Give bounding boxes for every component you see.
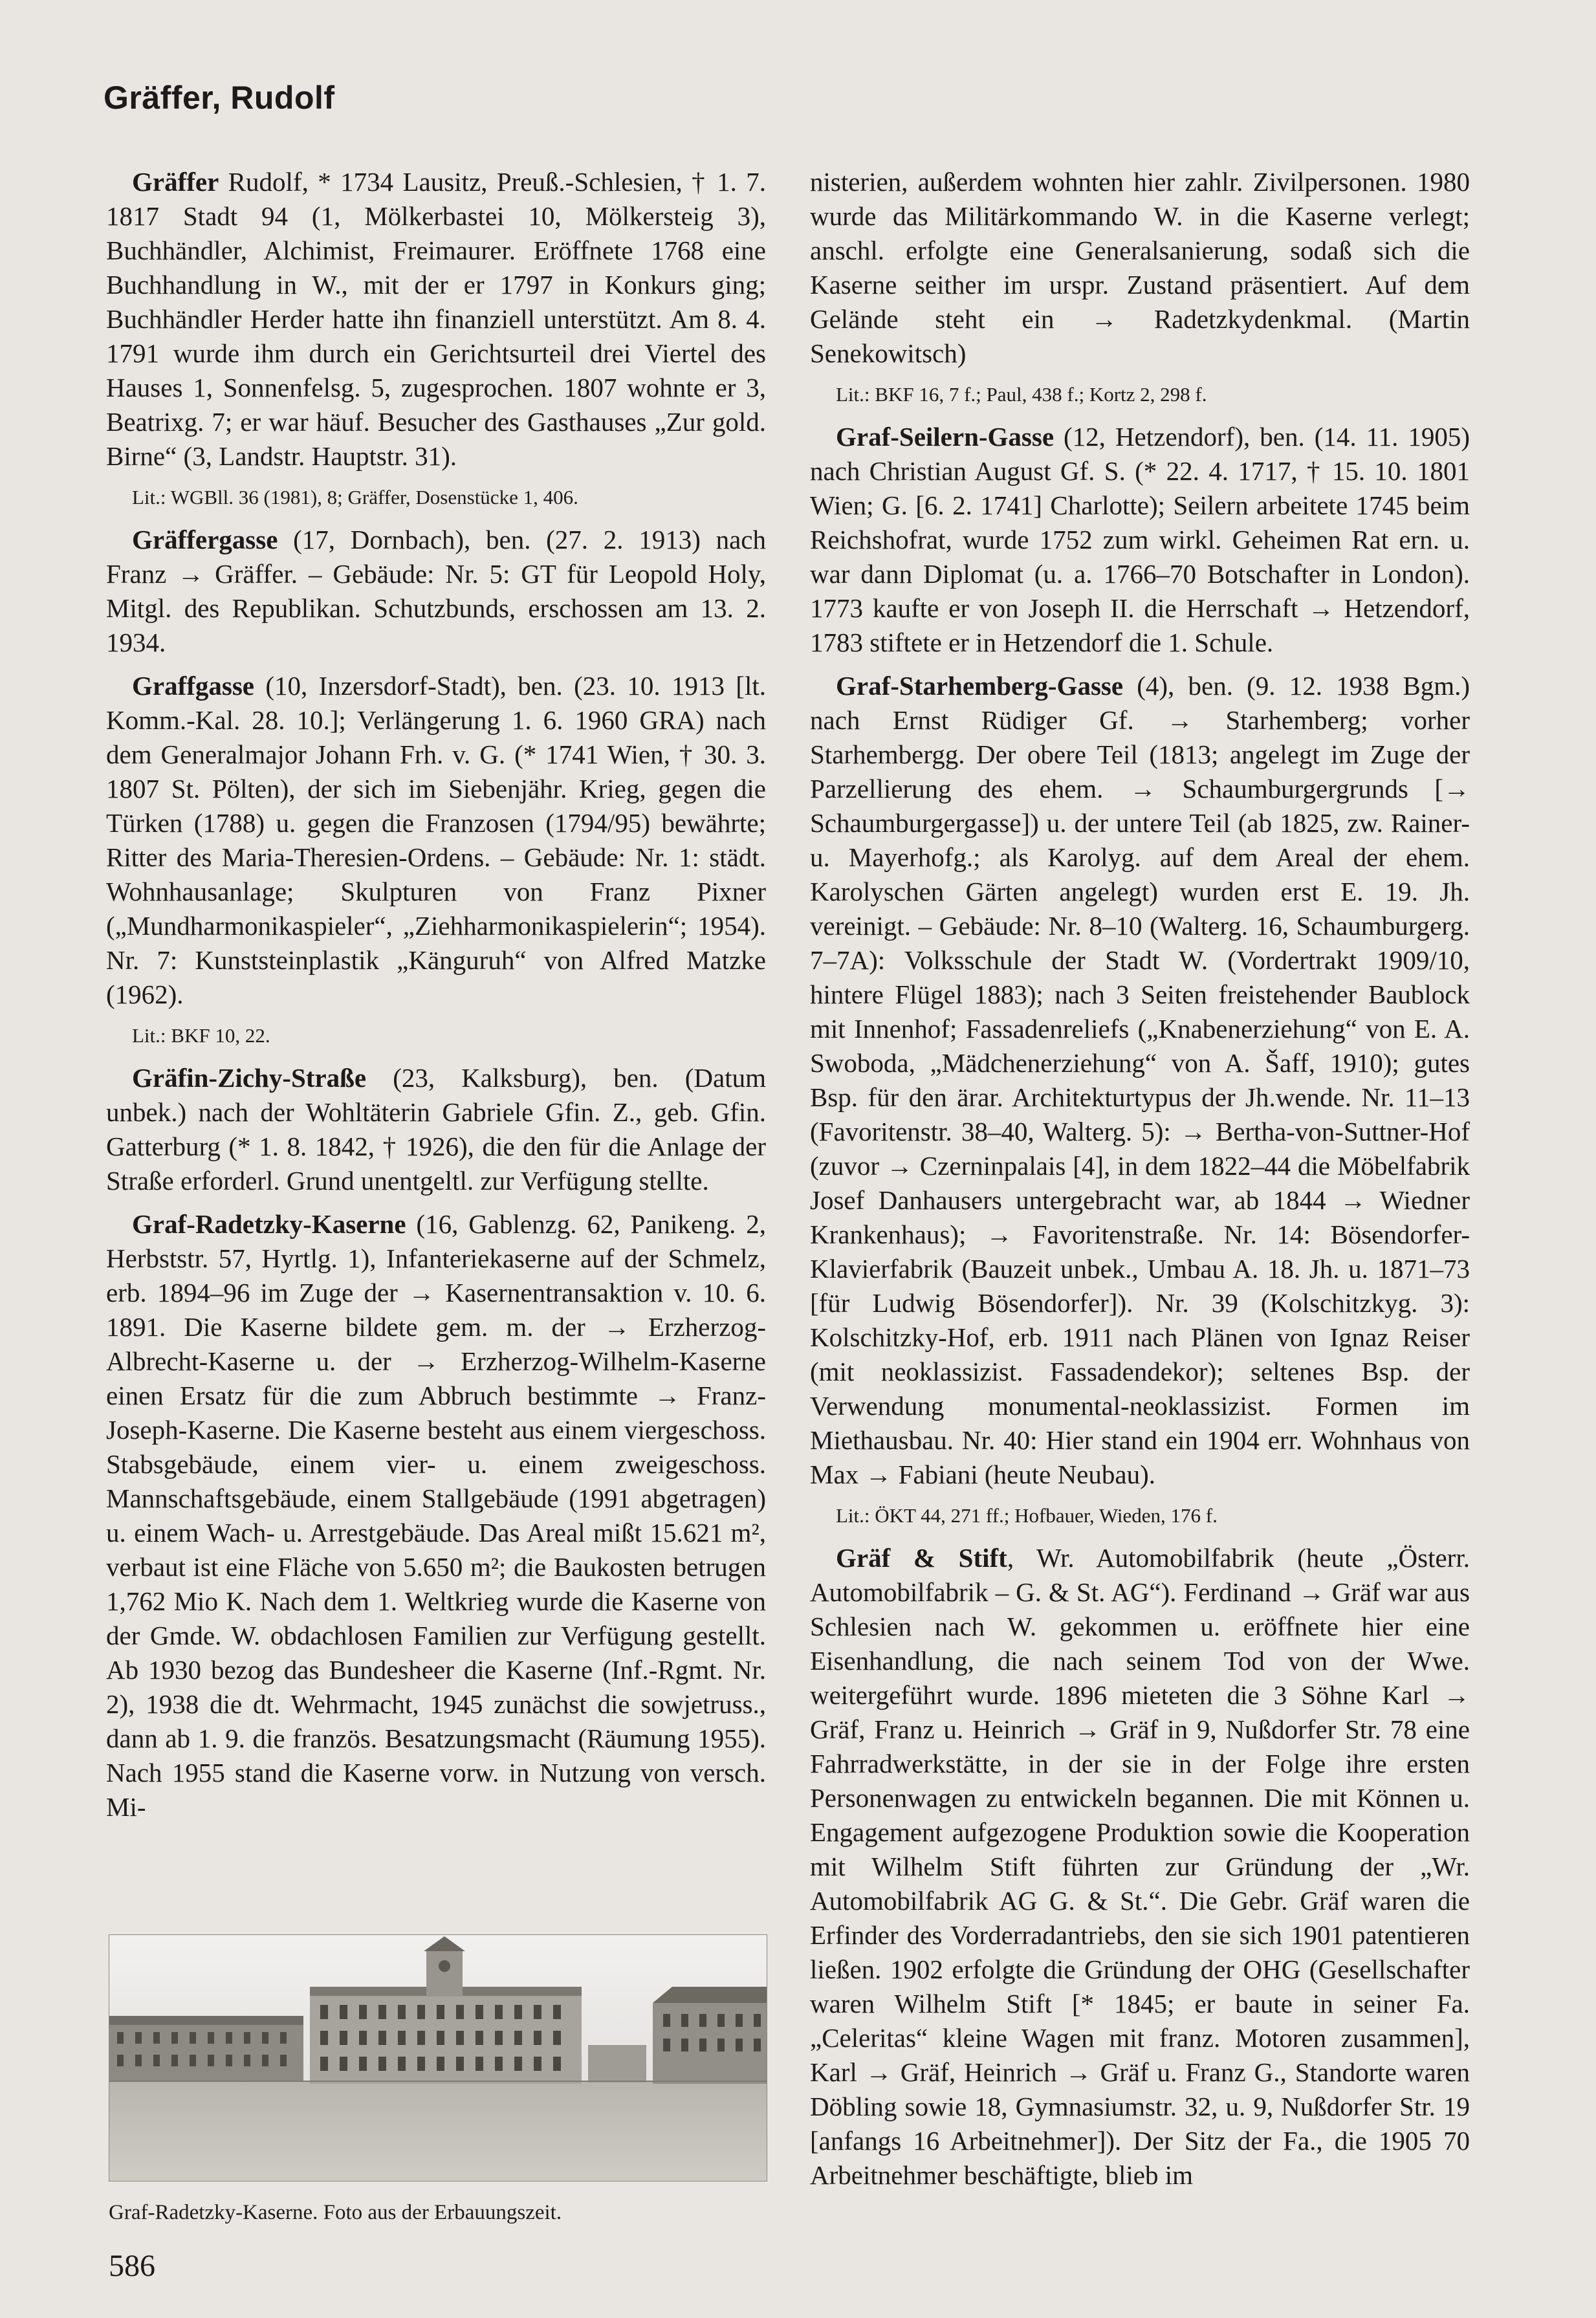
entry-text: (10, Inzersdorf-Stadt), ben. (23. 10. 1913 [lt. Komm.-Kal. 28. 10.]; Verlängerung 1. 6. 1960 GRA) nach dem Generalmajor Johann Frh. v. G. (* 1741 Wien, † 30. 3. 1807 St. Pölten), der sich im Siebenjähr. Krieg, gegen die Türken (1788) u. gegen die Franzosen (1794/95) bewährte; Ritter des Maria-Theresien-Ordens. – Gebäude: Nr. 1: städt. Wohnhausanlage; Skulpturen von Franz Pixner („Mundharmonikaspieler“, „Ziehharmonikaspielerin“; 1954). Nr. 7: Kunststeinplastik „Känguruh“ von Alfred Matzke (1962). <box>106 671 766 1009</box>
entry-text: (23, Kalksburg), ben. (Datum unbek.) nach der Wohltäterin Gabriele Gfin. Z., geb. Gfin. Gatterburg (* 1. 8. 1842, † 1926), die den für die Anlage der Straße erforderl. Grund unentgeltl. zur Verfügung stellte. <box>106 1063 766 1196</box>
literature-reference: Lit.: BKF 10, 22. <box>132 1024 270 1047</box>
running-head: Gräffer, Rudolf <box>104 80 335 116</box>
entry-lemma: Graf-Seilern-Gasse <box>836 422 1055 452</box>
entry-graf-radetzky-kaserne <box>106 1207 766 1824</box>
literature-reference: Lit.: WGBll. 36 (1981), 8; Gräffer, Dosenstücke 1, 406. <box>132 486 578 508</box>
entry-lemma: Gräffer <box>132 167 219 197</box>
entry-graf-seilern-gasse <box>810 420 1470 660</box>
entry-graefin-zichy-strasse <box>106 1061 766 1198</box>
figure <box>109 1934 766 2227</box>
entry-graeffergasse <box>106 523 766 660</box>
entry-graffgasse <box>106 669 766 1012</box>
entry-text: (4), ben. (9. 12. 1938 Bgm.) nach Ernst Rüdiger Gf. → Starhemberg; vorher Starhembergg. Der obere Teil (1813; angelegt im Zuge der Parzellierung des ehem. → Schaumburgergrunds [→ Schaumburgergasse]) u. der untere Teil (ab 1825, zw. Rainer- u. Mayerhofg.; als Karolyg. auf dem Areal der ehem. Karolyschen Gärten angelegt) wurden erst E. 19. Jh. vereinigt. – Gebäude: Nr. 8–10 (Walterg. 16, Schaumburgerg. 7–7A): Volksschule der Stadt W. (Vordertrakt 1909/10, hintere Flügel 1883); nach 3 Seiten freistehender Baublock mit Innenhof; Fassadenreliefs („Knabenerziehung“ von E. A. Swoboda, „Mädchenerziehung“ von A. Šaff, 1910); gutes Bsp. für den ärar. Architekturtypus der Jh.wende. Nr. 11–13 (Favoritenstr. 38–40, Walterg. 5): → Bertha-von-Suttner-Hof (zuvor → Czerninpalais [4], in dem 1822–44 die Möbelfabrik Josef Danhausers untergebracht war, ab 1844 → Wiedner Krankenhaus); → Favoritenstraße. Nr. 14: Bösendorfer-Klavierfabrik (Bauzeit unbek., Umbau A. 18. Jh. u. 1871–73 [für Ludwig Bösendorfer]). Nr. 39 (Kolschitzkyg. 3): Kolschitzky-Hof, erb. 1911 nach Plänen von Ignaz Reiser (mit neoklassizist. Fassadendekor); seltenes Bsp. der Verwendung monumental-neoklassizist. Formen im Miethausbau. Nr. 40: Hier stand ein 1904 err. Wohnhaus von Max → Fabiani (heute Neubau). <box>810 671 1470 1489</box>
entry-lemma: Gräf & Stift <box>836 1543 1007 1573</box>
figure-caption: Graf-Radetzky-Kaserne. Foto aus der Erbauungszeit. <box>109 2201 562 2224</box>
literature-reference: Lit.: ÖKT 44, 271 ff.; Hofbauer, Wieden, 176 f. <box>836 1504 1218 1527</box>
entry-lemma: Gräfin-Zichy-Straße <box>132 1063 367 1093</box>
entry-text: Rudolf, * 1734 Lausitz, Preuß.-Schlesien, † 1. 7. 1817 Stadt 94 (1, Mölkerbastei 10, Mölkersteig 3), Buchhändler, Alchimist, Freimaurer. Eröffnete 1768 eine Buchhandlung in W., mit der er 1797 in Konkurs ging; Buchhändler Herder hatte ihn finanziell unterstützt. Am 8. 4. 1791 wurde ihm durch ein Gerichtsurteil drei Viertel des Hauses 1, Sonnenfelsg. 5, zugesprochen. 1807 wohnte er 3, Beatrixg. 7; er war häuf. Besucher des Gasthauses „Zur gold. Birne“ (3, Landstr. Hauptstr. 31). <box>106 167 766 471</box>
right-column <box>810 165 1470 2202</box>
entry-text: (12, Hetzendorf), ben. (14. 11. 1905) nach Christian August Gf. S. (* 22. 4. 1717, † 15. 10. 1801 Wien; G. [6. 2. 1741] Charlotte); Seilern arbeitete 1745 beim Reichshofrat, wurde 1752 zum wirkl. Geheimen Rat ern. u. war dann Diplomat (u. a. 1766–70 Botschafter in London). 1773 kaufte er von Joseph II. die Herrschaft → Hetzendorf, 1783 stiftete er in Hetzendorf die 1. Schule. <box>810 422 1470 657</box>
entry-lemma: Graf-Starhemberg-Gasse <box>836 671 1124 701</box>
entry-graef-und-stift <box>810 1541 1470 2192</box>
entry-lemma: Graf-Radetzky-Kaserne <box>132 1209 406 1239</box>
entry-text: , Wr. Automobilfabrik (heute „Österr. Automobilfabrik – G. & St. AG“). Ferdinand → Gräf war aus Schlesien nach W. gekommen u. eröffnete hier eine Eisenhandlung, die nach seinem Tod von der Wwe. weitergeführt wurde. 1896 mieteten die 3 Söhne Karl → Gräf, Franz u. Heinrich → Gräf in 9, Nußdorfer Str. 78 eine Fahrradwerkstätte, in der sie in der Folge ihre ersten Personenwagen zu entwickeln begannen. Die mit Können u. Engagement aufgezogene Produktion sowie die Kooperation mit Wilhelm Stift führten zur Gründung der „Wr. Automobilfabrik AG G. & St.“. Die Gebr. Gräf waren die Erfinder des Vorderradantriebs, den sie sich 1901 patentieren ließen. 1902 erfolgte die Gründung der OHG (Gesellschafter waren Wilhelm Stift [* 1845; er baute in seiner Fa. „Celeritas“ kleine Wagen mit franz. Motoren zusammen], Karl → Gräf, Heinrich → Gräf u. Franz G., Standorte waren Döbling sowie 18, Gymnasiumstr. 32, u. 9, Nußdorfer Str. 19 [anfangs 16 Arbeitnehmer]). Der Sitz der Fa., die 1905 70 Arbeitnehmer beschäftigte, blieb im <box>810 1543 1470 2190</box>
entry-graeffer-rudolf <box>106 165 766 474</box>
entry-text: (17, Dornbach), ben. (27. 2. 1913) nach Franz → Gräffer. – Gebäude: Nr. 5: GT für Leopold Holy, Mitgl. des Republikan. Schutzbunds, erschossen am 13. 2. 1934. <box>106 525 766 657</box>
entry-text: nisterien, außerdem wohnten hier zahlr. Zivilpersonen. 1980 wurde das Militärkommando W. in die Kaserne verlegt; anschl. erfolgte eine Generalsanierung, sodaß sich die Kaserne seither im urspr. Zustand präsentiert. Auf dem Gelände steht ein → Radetzkydenkmal. (Martin Senekowitsch) <box>810 167 1470 368</box>
entry-lemma: Graffgasse <box>132 671 255 701</box>
entry-text: (16, Gablenzg. 62, Panikeng. 2, Herbststr. 57, Hyrtlg. 1), Infanteriekaserne auf der Schmelz, erb. 1894–96 im Zuge der → Kasernentransaktion v. 10. 6. 1891. Die Kaserne bildete gem. m. der → Erzherzog-Albrecht-Kaserne u. der → Erzherzog-Wilhelm-Kaserne einen Ersatz für die zum Abbruch bestimmte → Franz-Joseph-Kaserne. Die Kaserne besteht aus einem viergeschoss. Stabsgebäude, einem vier- u. einem zweigeschoss. Mannschaftsgebäude, einem Stallgebäude (1991 abgetragen) u. einem Wach- u. Arrestgebäude. Das Areal mißt 15.621 m², verbaut ist eine Fläche von 5.650 m²; die Baukosten betrugen 1,762 Mio K. Nach dem 1. Weltkrieg wurde die Kaserne von der Gmde. W. obdachlosen Familien zur Verfügung gestellt. Ab 1930 bezog das Bundesheer die Kaserne (Inf.-Rgmt. Nr. 2), 1938 die dt. Wehrmacht, 1945 zunächst die sowjetruss., dann ab 1. 9. die französ. Besatzungsmacht (Räumung 1955). Nach 1955 stand die Kaserne vorw. in Nutzung von versch. Mi- <box>106 1209 766 1822</box>
page-number: 586 <box>109 2249 155 2283</box>
kaserne-photo <box>109 1934 767 2181</box>
entry-continuation <box>810 165 1470 371</box>
entry-lemma: Gräffergasse <box>132 525 278 554</box>
left-column <box>106 165 766 1833</box>
literature-reference: Lit.: BKF 16, 7 f.; Paul, 438 f.; Kortz 2, 298 f. <box>836 383 1207 406</box>
entry-graf-starhemberg-gasse <box>810 669 1470 1492</box>
